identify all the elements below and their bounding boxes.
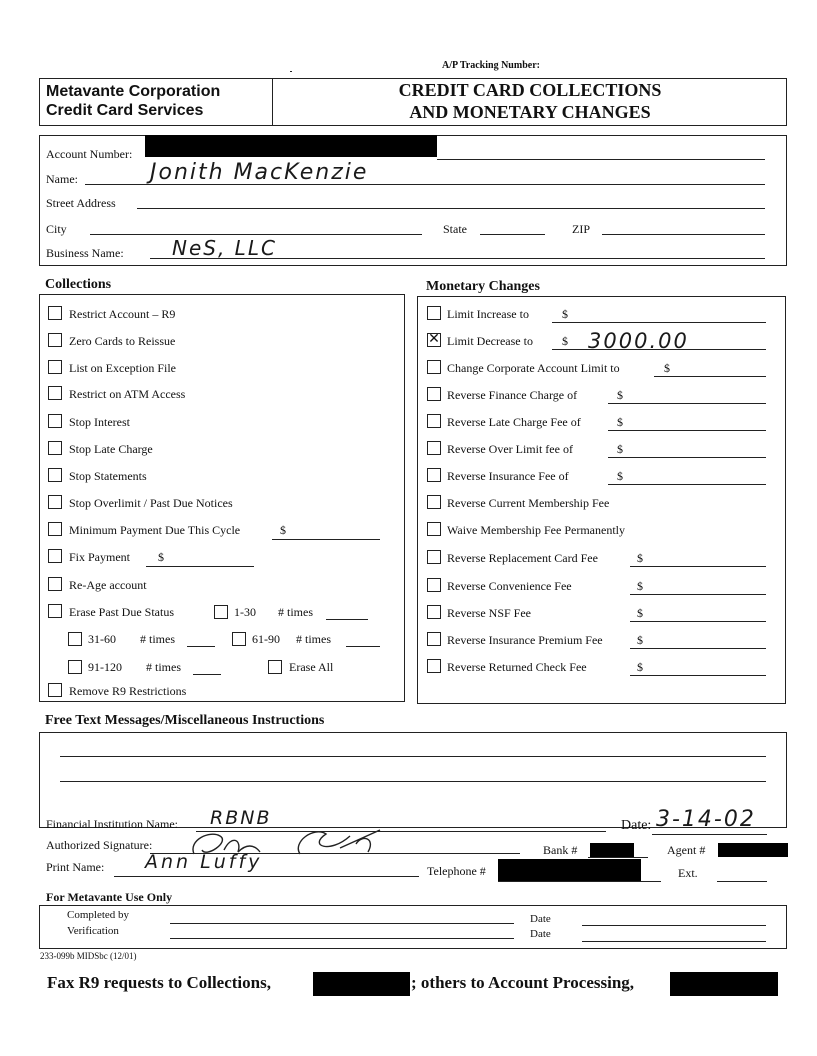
erase-all-checkbox[interactable] bbox=[268, 660, 282, 674]
remove-r9-checkbox[interactable] bbox=[48, 683, 62, 697]
collections-checkbox[interactable] bbox=[48, 468, 62, 482]
fix-payment-dollar: $ bbox=[158, 550, 164, 564]
monetary-dollar-sign: $ bbox=[637, 579, 643, 593]
monetary-checkbox[interactable] bbox=[427, 306, 441, 320]
erase-31-60-checkbox[interactable] bbox=[68, 632, 82, 646]
monetary-dollar-sign: $ bbox=[637, 633, 643, 647]
tracking-number-label: A/P Tracking Number: bbox=[442, 60, 540, 71]
name-field[interactable] bbox=[85, 184, 765, 185]
zip-label: ZIP bbox=[572, 222, 590, 236]
form-title-line1: CREDIT CARD COLLECTIONS bbox=[398, 80, 662, 100]
print-name-label: Print Name: bbox=[46, 860, 105, 874]
footer-fax-collections: Fax R9 requests to Collections, bbox=[47, 973, 271, 992]
completed-by-label: Completed by bbox=[67, 909, 130, 921]
monetary-dollar-sign: $ bbox=[617, 415, 623, 429]
monetary-amount-field[interactable] bbox=[608, 430, 766, 431]
collections-checkbox[interactable] bbox=[48, 360, 62, 374]
monetary-changes-heading: Monetary Changes bbox=[426, 279, 540, 294]
verification-date-label: Date bbox=[530, 928, 551, 940]
extension-field[interactable] bbox=[717, 881, 767, 882]
collections-checkbox[interactable] bbox=[48, 522, 62, 536]
account-processing-fax-redacted bbox=[670, 972, 778, 996]
monetary-checkbox[interactable] bbox=[427, 522, 441, 536]
state-field[interactable] bbox=[480, 234, 545, 235]
collections-checkbox[interactable] bbox=[48, 604, 62, 618]
footer-fax-account-processing: ; others to Account Processing, bbox=[411, 973, 635, 992]
collections-item-label: Fix Payment bbox=[69, 550, 131, 564]
erase-61-90-label: 61-90 bbox=[252, 632, 280, 646]
monetary-checkbox[interactable] bbox=[427, 495, 441, 509]
telephone-redacted bbox=[498, 859, 641, 881]
collections-item-label: List on Exception File bbox=[69, 361, 176, 375]
monetary-item-label: Waive Membership Fee Permanently bbox=[447, 523, 625, 537]
collections-item-label: Stop Late Charge bbox=[69, 442, 153, 456]
print-name-value: Ann Luffy bbox=[145, 851, 263, 873]
street-address-label: Street Address bbox=[46, 196, 116, 210]
financial-institution-label: Financial Institution Name: bbox=[46, 817, 178, 831]
date-label: Date: bbox=[621, 818, 652, 833]
collections-item-label: Re-Age account bbox=[69, 578, 147, 592]
monetary-checkbox[interactable]: ✕ bbox=[428, 332, 440, 347]
monetary-checkbox[interactable] bbox=[427, 360, 441, 374]
monetary-dollar-sign: $ bbox=[637, 660, 643, 674]
erase-1-30-times-field[interactable] bbox=[326, 619, 368, 620]
monetary-checkbox[interactable] bbox=[427, 414, 441, 428]
telephone-label: Telephone # bbox=[427, 864, 486, 878]
collections-checkbox[interactable] bbox=[48, 549, 62, 563]
monetary-dollar-sign: $ bbox=[617, 442, 623, 456]
free-text-line-2[interactable] bbox=[60, 781, 766, 782]
name-value: Jonith MacKenzie bbox=[150, 160, 369, 185]
erase-91-120-times-label: # times bbox=[146, 660, 181, 674]
financial-institution-value: RBNB bbox=[210, 807, 272, 829]
state-label: State bbox=[443, 222, 467, 236]
business-name-value: NeS, LLC bbox=[172, 236, 277, 260]
monetary-amount-field[interactable] bbox=[630, 621, 766, 622]
collections-item-label: Minimum Payment Due This Cycle bbox=[69, 523, 241, 537]
agent-number-label: Agent # bbox=[667, 843, 706, 857]
monetary-item-label: Reverse Over Limit fee of bbox=[447, 442, 573, 456]
monetary-dollar-sign: $ bbox=[637, 551, 643, 565]
collections-checkbox[interactable] bbox=[48, 495, 62, 509]
erase-1-30-checkbox[interactable] bbox=[214, 605, 228, 619]
monetary-dollar-sign: $ bbox=[637, 606, 643, 620]
free-text-line-1[interactable] bbox=[60, 756, 766, 757]
erase-all-label: Erase All bbox=[289, 660, 334, 674]
authorized-signature-label: Authorized Signature: bbox=[46, 838, 153, 852]
monetary-amount-field[interactable] bbox=[630, 675, 766, 676]
monetary-item-label: Reverse Returned Check Fee bbox=[447, 660, 587, 674]
extension-label: Ext. bbox=[678, 866, 698, 880]
remove-r9-label: Remove R9 Restrictions bbox=[69, 684, 187, 698]
completed-date-label: Date bbox=[530, 913, 551, 925]
form-title-line2: AND MONETARY CHANGES bbox=[409, 102, 651, 122]
monetary-amount-field[interactable] bbox=[608, 403, 766, 404]
city-field[interactable] bbox=[90, 234, 422, 235]
erase-61-90-checkbox[interactable] bbox=[232, 632, 246, 646]
monetary-amount-field[interactable] bbox=[654, 376, 766, 377]
monetary-amount-field[interactable] bbox=[608, 484, 766, 485]
monetary-item-label: Reverse Replacement Card Fee bbox=[447, 551, 598, 565]
erase-31-60-label: 31-60 bbox=[88, 632, 116, 646]
erase-91-120-checkbox[interactable] bbox=[68, 660, 82, 674]
monetary-item-label: Limit Decrease to bbox=[447, 334, 533, 348]
monetary-item-label: Reverse Insurance Premium Fee bbox=[447, 633, 603, 647]
collections-checkbox[interactable] bbox=[48, 386, 62, 400]
monetary-item-label: Reverse Convenience Fee bbox=[447, 579, 572, 593]
monetary-item-label: Reverse Current Membership Fee bbox=[447, 496, 610, 510]
erase-31-60-times-label: # times bbox=[140, 632, 175, 646]
collections-item-label: Restrict Account – R9 bbox=[69, 307, 176, 321]
monetary-dollar-sign: $ bbox=[664, 361, 670, 375]
collections-checkbox[interactable] bbox=[48, 441, 62, 455]
bank-number-redacted bbox=[590, 843, 634, 857]
agent-number-redacted bbox=[718, 843, 788, 857]
zip-field[interactable] bbox=[602, 234, 765, 235]
metavante-use-box bbox=[39, 905, 787, 949]
bank-number-field[interactable] bbox=[588, 857, 648, 858]
min-payment-dollar: $ bbox=[280, 523, 286, 537]
bank-number-label: Bank # bbox=[543, 843, 578, 857]
collections-checkbox[interactable] bbox=[48, 577, 62, 591]
business-name-field[interactable] bbox=[150, 258, 765, 259]
monetary-checkbox[interactable] bbox=[427, 659, 441, 673]
monetary-item-label: Reverse NSF Fee bbox=[447, 606, 531, 620]
erase-91-120-label: 91-120 bbox=[88, 660, 122, 674]
tracking-number-line bbox=[290, 71, 292, 72]
monetary-item-label: Change Corporate Account Limit to bbox=[447, 361, 620, 375]
monetary-item-label: Limit Increase to bbox=[447, 307, 529, 321]
monetary-checkbox[interactable] bbox=[427, 578, 441, 592]
erase-91-120-times-field[interactable] bbox=[193, 674, 221, 675]
verification-field[interactable] bbox=[170, 938, 514, 939]
metavante-use-heading: For Metavante Use Only bbox=[46, 890, 173, 904]
monetary-amount-field[interactable] bbox=[630, 594, 766, 595]
collections-item-label: Zero Cards to Reissue bbox=[69, 334, 176, 348]
erase-31-60-times-field[interactable] bbox=[187, 646, 215, 647]
monetary-checkbox[interactable] bbox=[427, 468, 441, 482]
collections-fax-redacted bbox=[313, 972, 410, 996]
monetary-checkbox[interactable] bbox=[427, 605, 441, 619]
monetary-dollar-sign: $ bbox=[617, 469, 623, 483]
form-code: 233-099b MIDSbc (12/01) bbox=[40, 951, 137, 961]
print-name-field[interactable] bbox=[114, 876, 419, 877]
account-number-label: Account Number: bbox=[46, 147, 133, 161]
monetary-amount-field[interactable] bbox=[630, 566, 766, 567]
erase-1-30-times-label: # times bbox=[278, 605, 313, 619]
monetary-amount-field[interactable] bbox=[630, 648, 766, 649]
monetary-dollar-sign: $ bbox=[562, 307, 568, 321]
monetary-item-label: Reverse Finance Charge of bbox=[447, 388, 578, 402]
erase-61-90-times-field[interactable] bbox=[346, 646, 380, 647]
free-text-heading: Free Text Messages/Miscellaneous Instructions bbox=[45, 713, 325, 728]
business-name-label: Business Name: bbox=[46, 246, 124, 260]
city-label: City bbox=[46, 222, 67, 236]
monetary-checkbox[interactable] bbox=[427, 550, 441, 564]
collections-item-label: Erase Past Due Status bbox=[69, 605, 174, 619]
date-field[interactable] bbox=[652, 834, 767, 835]
completed-date-field[interactable] bbox=[582, 925, 766, 926]
date-value: 3-14-02 bbox=[656, 807, 756, 832]
collections-item-label: Stop Statements bbox=[69, 469, 147, 483]
collections-item-label: Stop Interest bbox=[69, 415, 130, 429]
monetary-item-label: Reverse Insurance Fee of bbox=[447, 469, 569, 483]
collections-checkbox[interactable] bbox=[48, 333, 62, 347]
monetary-dollar-sign: $ bbox=[562, 334, 568, 348]
monetary-dollar-sign: $ bbox=[617, 388, 623, 402]
collections-checkbox[interactable] bbox=[48, 414, 62, 428]
company-name: Metavante Corporation bbox=[46, 83, 221, 100]
street-address-field[interactable] bbox=[137, 208, 765, 209]
monetary-checkbox[interactable] bbox=[427, 632, 441, 646]
account-number-field[interactable] bbox=[437, 159, 765, 160]
min-payment-field[interactable] bbox=[272, 539, 380, 540]
monetary-amount-field[interactable] bbox=[552, 322, 766, 323]
account-number-redacted bbox=[145, 135, 437, 157]
completed-by-field[interactable] bbox=[170, 923, 514, 924]
collections-heading: Collections bbox=[45, 277, 112, 292]
monetary-checkbox[interactable] bbox=[427, 441, 441, 455]
company-division: Credit Card Services bbox=[46, 102, 204, 119]
erase-1-30-label: 1-30 bbox=[234, 605, 256, 619]
collections-item-label: Restrict on ATM Access bbox=[69, 387, 186, 401]
verification-label: Verification bbox=[67, 925, 119, 937]
fix-payment-field[interactable] bbox=[146, 566, 254, 567]
collections-item-label: Stop Overlimit / Past Due Notices bbox=[69, 496, 233, 510]
name-label: Name: bbox=[46, 172, 78, 186]
verification-date-field[interactable] bbox=[582, 941, 766, 942]
erase-61-90-times-label: # times bbox=[296, 632, 331, 646]
monetary-item-label: Reverse Late Charge Fee of bbox=[447, 415, 581, 429]
monetary-amount-field[interactable] bbox=[608, 457, 766, 458]
telephone-field[interactable] bbox=[498, 881, 661, 882]
collections-checkbox[interactable] bbox=[48, 306, 62, 320]
monetary-checkbox[interactable] bbox=[427, 387, 441, 401]
limit-decrease-amount: 3000.00 bbox=[588, 329, 689, 353]
